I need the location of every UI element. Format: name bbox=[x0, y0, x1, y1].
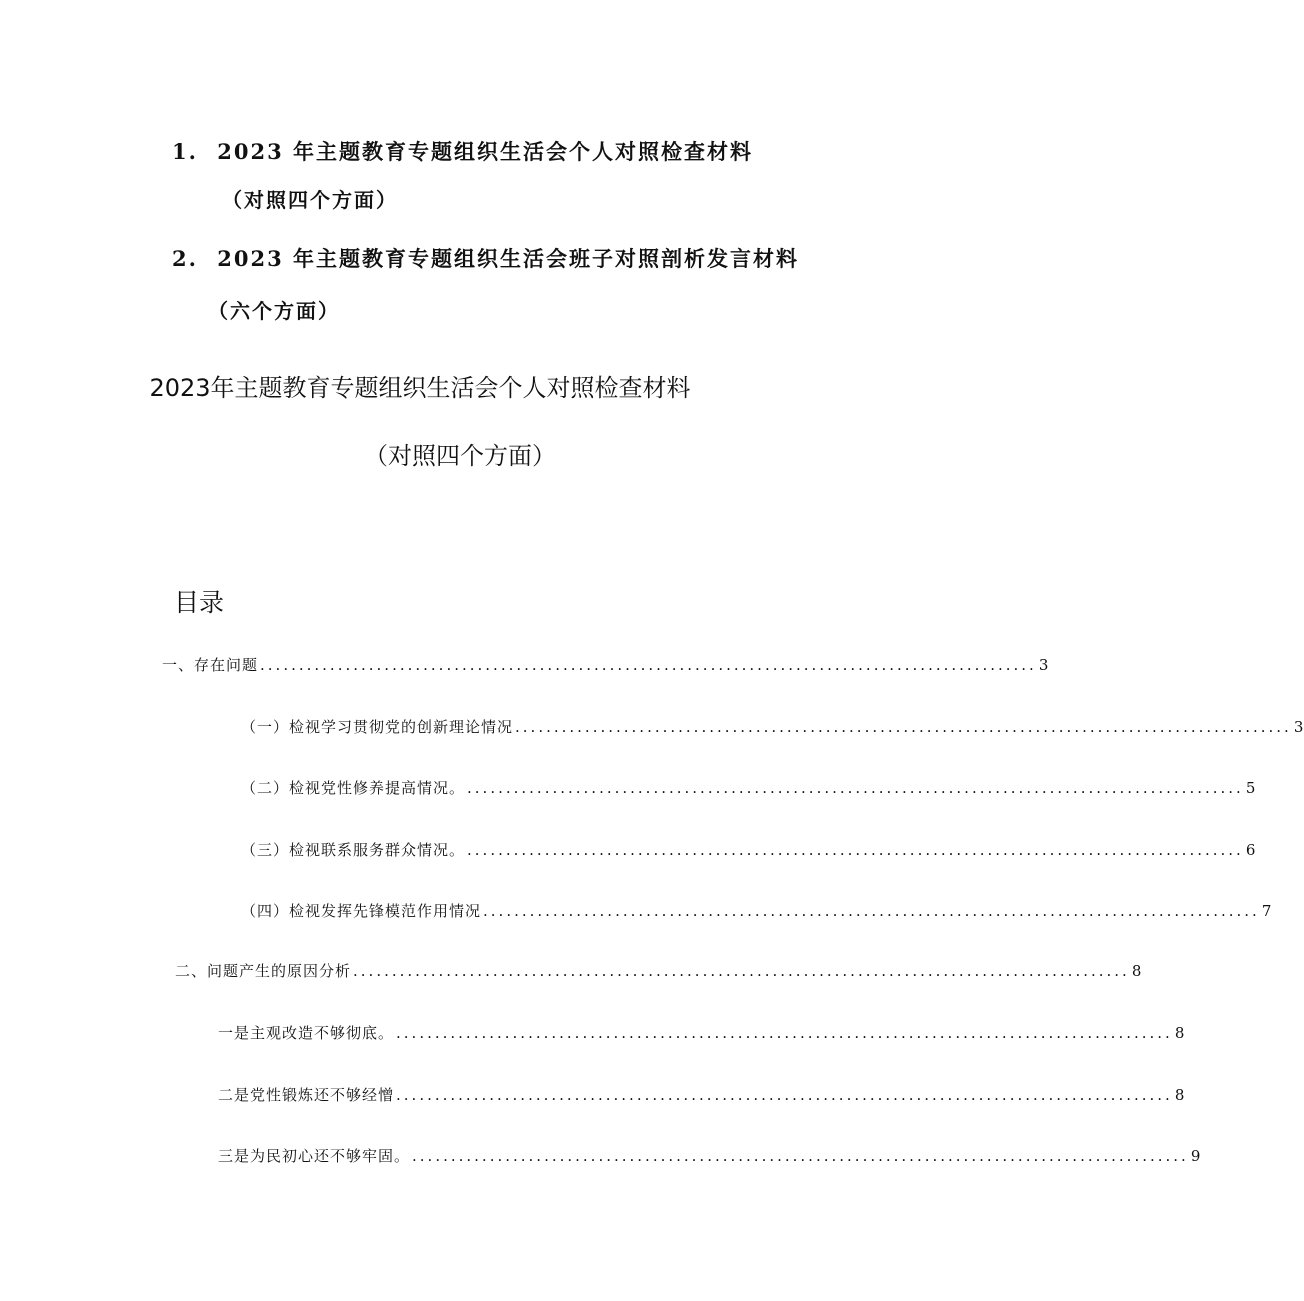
toc-leader-dots: .................................................................................................... bbox=[260, 656, 1037, 674]
toc-leader-dots: .................................................................................................... bbox=[467, 779, 1244, 797]
toc-leader-dots: .................................................................................................... bbox=[353, 962, 1130, 980]
toc-heading: 目录 bbox=[174, 588, 225, 617]
toc-entry-label: （二）检视党性修养提高情况。 bbox=[241, 779, 466, 797]
toc-entry-label: （一）检视学习贯彻党的创新理论情况 bbox=[241, 718, 514, 736]
list-item-number: 2. bbox=[172, 246, 198, 271]
toc-entry-page: 9 bbox=[1190, 1147, 1202, 1165]
list-item-1 bbox=[172, 136, 753, 166]
list-item-2-subtitle: （六个方面） bbox=[208, 299, 340, 323]
toc-entry-page: 3 bbox=[1293, 718, 1304, 736]
toc-leader-dots: .................................................................................................... bbox=[412, 1147, 1189, 1165]
toc-entry-page: 8 bbox=[1174, 1024, 1186, 1042]
toc-entry-page: 6 bbox=[1245, 841, 1257, 859]
toc-entry-page: 5 bbox=[1245, 779, 1257, 797]
document-title: 2023年主题教育专题组织生活会个人对照检查材料 bbox=[149, 374, 691, 402]
list-item-number: 1. bbox=[172, 139, 198, 164]
toc-entry-page: 7 bbox=[1261, 902, 1273, 920]
list-item-2 bbox=[172, 243, 799, 273]
toc-entry-label: 一、存在问题 bbox=[162, 656, 259, 674]
toc-entry[interactable] bbox=[241, 777, 1257, 799]
toc-entry-page: 8 bbox=[1131, 962, 1143, 980]
toc-entry-page: 3 bbox=[1038, 656, 1050, 674]
toc-entry-label: （三）检视联系服务群众情况。 bbox=[241, 841, 466, 859]
toc-entry[interactable] bbox=[241, 839, 1257, 861]
toc-leader-dots: .................................................................................................... bbox=[515, 718, 1292, 736]
toc-entry-label: 三是为民初心还不够牢固。 bbox=[218, 1147, 411, 1165]
toc-leader-dots: .................................................................................................... bbox=[467, 841, 1244, 859]
toc-entry-label: （四）检视发挥先锋模范作用情况 bbox=[241, 902, 482, 920]
toc-entry-label: 二是党性锻炼还不够经憎 bbox=[218, 1086, 395, 1104]
toc-entry[interactable] bbox=[218, 1022, 1186, 1044]
toc-entry[interactable] bbox=[162, 654, 1050, 676]
toc-entry-label: 一是主观改造不够彻底。 bbox=[218, 1024, 395, 1042]
toc-entry-label: 二、问题产生的原因分析 bbox=[175, 962, 352, 980]
toc-leader-dots: .................................................................................................... bbox=[483, 902, 1260, 920]
toc-leader-dots: .................................................................................................... bbox=[396, 1086, 1173, 1104]
toc-leader-dots: .................................................................................................... bbox=[396, 1024, 1173, 1042]
document-subtitle: （对照四个方面） bbox=[364, 442, 556, 470]
toc-entry[interactable] bbox=[241, 716, 1304, 738]
toc-entry[interactable] bbox=[218, 1084, 1186, 1106]
list-item-title: 2023 年主题教育专题组织生活会个人对照检查材料 bbox=[217, 139, 754, 164]
list-item-title: 2023 年主题教育专题组织生活会班子对照剖析发言材料 bbox=[217, 246, 800, 271]
toc-entry-page: 8 bbox=[1174, 1086, 1186, 1104]
list-item-1-subtitle: （对照四个方面） bbox=[222, 188, 398, 212]
toc-entry[interactable] bbox=[175, 960, 1143, 982]
toc-entry[interactable] bbox=[218, 1145, 1202, 1167]
toc-entry[interactable] bbox=[241, 900, 1273, 922]
